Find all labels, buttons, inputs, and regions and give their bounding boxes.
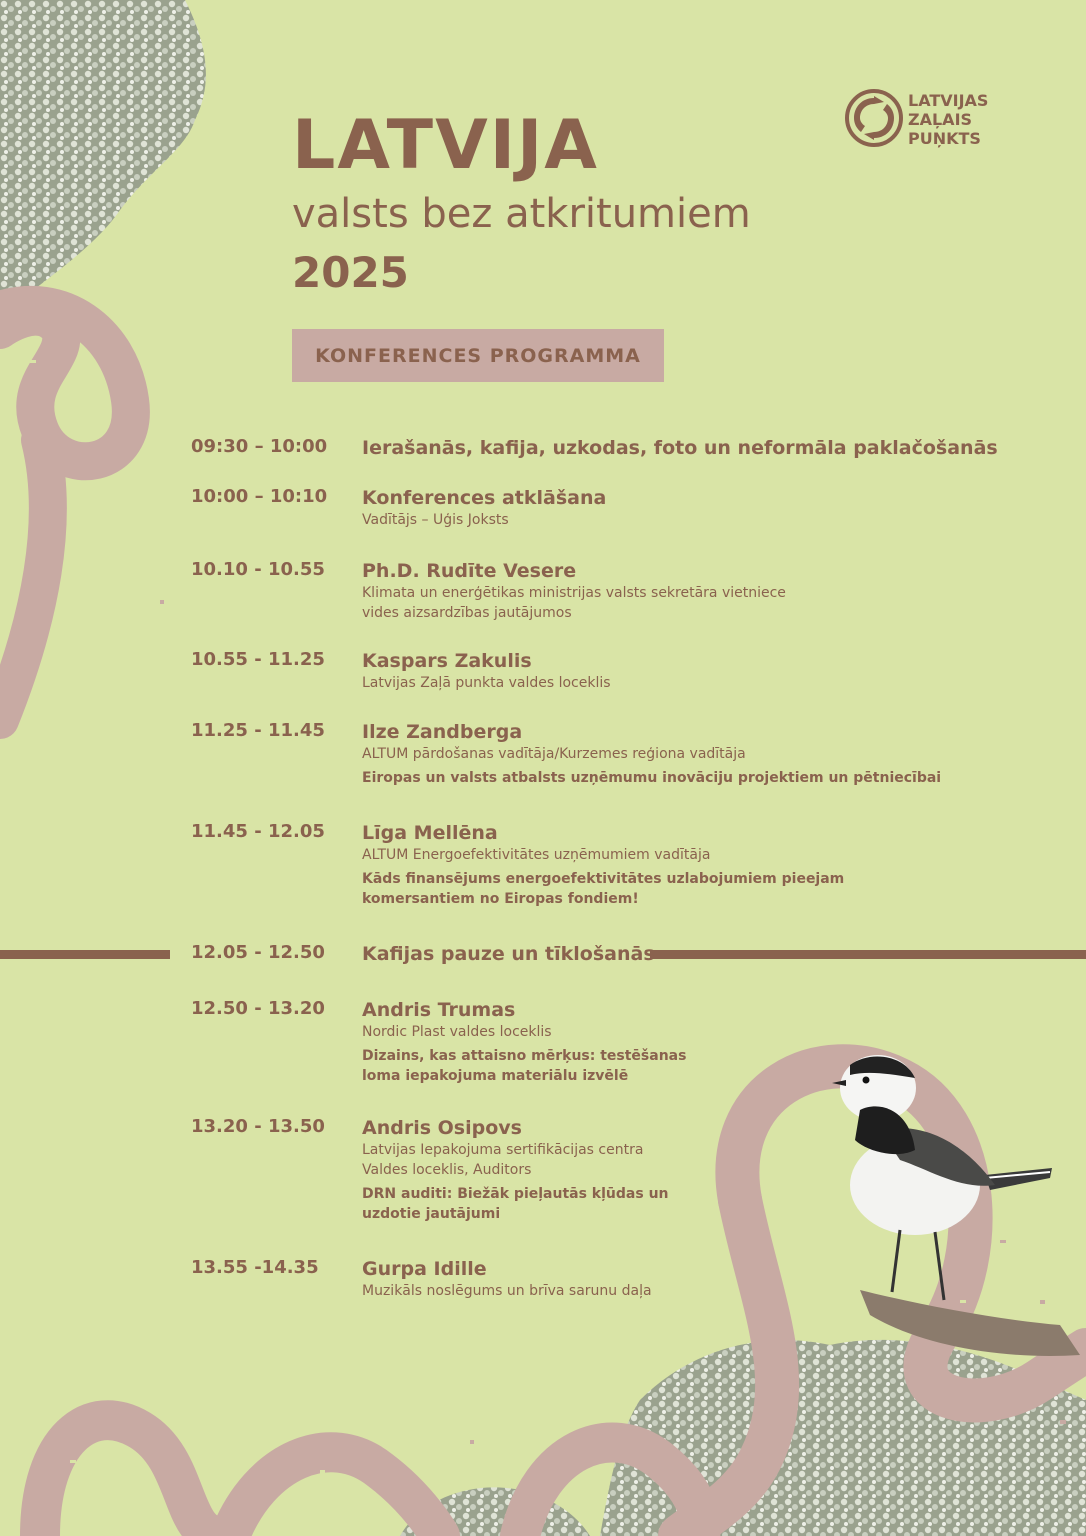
ribbon-bottom-2 bbox=[230, 1452, 440, 1536]
speaker-role: Klimata un enerģētikas ministrijas valsts sekretāra vietniece bbox=[362, 585, 786, 601]
agenda-time: 11.25 - 11.45 bbox=[191, 720, 325, 741]
speaker-role: Valdes loceklis, Auditors bbox=[362, 1162, 532, 1178]
agenda-title: Ierašanās, kafija, uzkodas, foto un neformāla paklačošanās bbox=[362, 437, 998, 459]
talk-topic-line: uzdotie jautājumi bbox=[362, 1206, 501, 1222]
speaker-role: ALTUM Energoefektivitātes uzņēmumiem vadītāja bbox=[362, 847, 711, 863]
agenda-time: 12.05 - 12.50 bbox=[191, 942, 325, 963]
speaker-name: Andris Trumas bbox=[362, 999, 516, 1021]
talk-topic bbox=[362, 1184, 962, 1224]
logo-line-1: LATVIJAS bbox=[908, 91, 989, 110]
speaker-role: ALTUM pārdošanas vadītāja/Kurzemes reģiona vadītāja bbox=[362, 746, 746, 762]
program-badge: KONFERENCES PROGRAMMA bbox=[292, 329, 664, 382]
agenda-time: 13.55 -14.35 bbox=[191, 1257, 319, 1278]
speaker-role: Latvijas Iepakojuma sertifikācijas centra bbox=[362, 1142, 644, 1158]
speaker-name: Andris Osipovs bbox=[362, 1117, 522, 1139]
talk-topic-line: Kāds finansējums energoefektivitātes uzlabojumiem pieejam bbox=[362, 871, 845, 887]
agenda-content bbox=[362, 436, 998, 460]
talk-topic bbox=[362, 869, 962, 909]
agenda-time: 12.50 - 13.20 bbox=[191, 998, 325, 1019]
agenda-time: 10.55 - 11.25 bbox=[191, 649, 325, 670]
agenda-time: 10.10 - 10.55 bbox=[191, 559, 325, 580]
agenda-time: 10:00 – 10:10 bbox=[191, 486, 328, 507]
event-year: 2025 bbox=[292, 248, 409, 297]
agenda-content bbox=[362, 486, 962, 530]
talk-topic-line: Dizains, kas attaisno mērķus: testēšanas bbox=[362, 1048, 687, 1064]
agenda-content bbox=[362, 649, 962, 693]
agenda-title: Konferences atklāšana bbox=[362, 487, 607, 509]
page-subtitle: valsts bez atkritumiem bbox=[292, 191, 751, 237]
agenda-content bbox=[362, 1116, 962, 1224]
ribbon-left-tail bbox=[0, 440, 48, 720]
ribbon-bottom bbox=[40, 1420, 220, 1536]
ribbon-left bbox=[0, 305, 131, 461]
agenda-content bbox=[362, 998, 962, 1086]
speaker-name: Ph.D. Rudīte Vesere bbox=[362, 560, 577, 582]
moss-top-left bbox=[0, 0, 206, 305]
agenda-description: Vadītājs – Uģis Joksts bbox=[362, 512, 509, 528]
logo-line-3: PUŅKTS bbox=[908, 129, 981, 148]
agenda-time: 13.20 - 13.50 bbox=[191, 1116, 325, 1137]
agenda-content bbox=[362, 720, 962, 788]
talk-topic bbox=[362, 1046, 962, 1086]
speaker-role: Latvijas Zaļā punkta valdes loceklis bbox=[362, 675, 611, 691]
agenda-content bbox=[362, 821, 962, 909]
talk-topic-line: komersantiem no Eiropas fondiem! bbox=[362, 891, 639, 907]
logo bbox=[844, 88, 1014, 154]
agenda-content bbox=[362, 559, 962, 623]
talk-topic: Eiropas un valsts atbalsts uzņēmumu inovāciju projektiem un pētniecībai bbox=[362, 770, 942, 786]
agenda-content bbox=[362, 1257, 962, 1301]
speaker-name: Līga Mellēna bbox=[362, 822, 498, 844]
agenda-title: Kafijas pauze un tīklošanās bbox=[362, 943, 655, 965]
divider-bar-left bbox=[0, 950, 170, 959]
speaker-name: Kaspars Zakulis bbox=[362, 650, 532, 672]
logo-line-2: ZAĻAIS bbox=[908, 110, 973, 129]
moss-bottom-right bbox=[600, 1340, 1086, 1536]
recycle-arrows-icon bbox=[844, 88, 904, 148]
logo-text bbox=[908, 91, 988, 148]
agenda-time: 11.45 - 12.05 bbox=[191, 821, 325, 842]
speaker-role: Nordic Plast valdes loceklis bbox=[362, 1024, 552, 1040]
speaker-name: Ilze Zandberga bbox=[362, 721, 523, 743]
agenda-content bbox=[362, 942, 962, 966]
talk-topic-line: loma iepakojuma materiālu izvēlē bbox=[362, 1068, 629, 1084]
speaker-role: Muzikāls noslēgums un brīva sarunu daļa bbox=[362, 1283, 652, 1299]
speaker-name: Gurpa Idille bbox=[362, 1258, 487, 1280]
page-title: LATVIJA bbox=[292, 106, 599, 185]
talk-topic-line: DRN auditi: Biežāk pieļautās kļūdas un bbox=[362, 1186, 669, 1202]
speaker-role: vides aizsardzības jautājumos bbox=[362, 605, 572, 621]
agenda-time: 09:30 – 10:00 bbox=[191, 436, 328, 457]
